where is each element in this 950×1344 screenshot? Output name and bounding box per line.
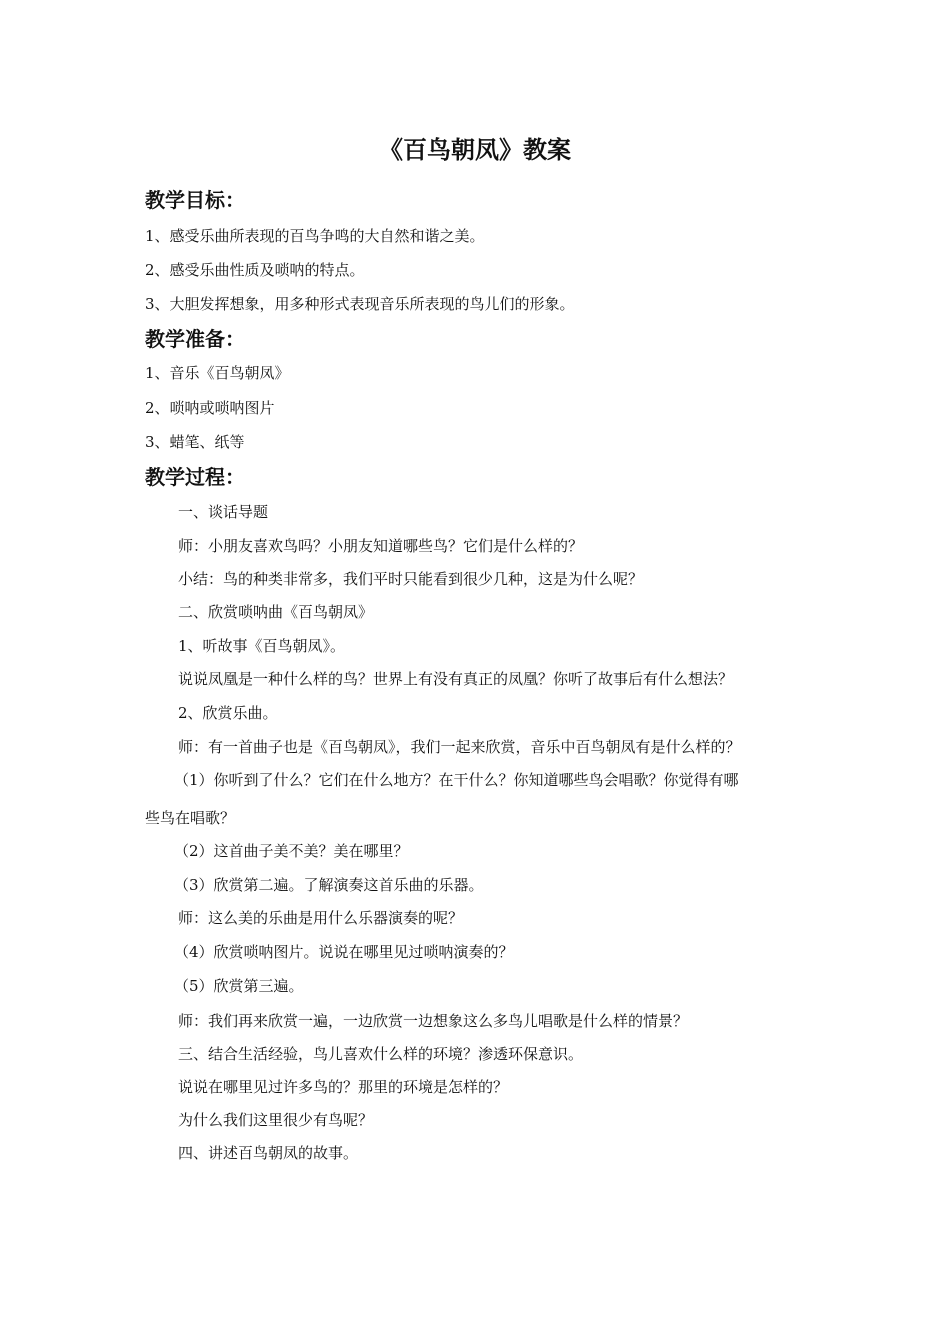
process-line-17: 三、结合生活经验，鸟儿喜欢什么样的环境？渗透环保意识。 xyxy=(178,1045,584,1063)
document-title: 《百鸟朝凤》教案 xyxy=(379,135,571,164)
prep-item-3: 3、蜡笔、纸等 xyxy=(145,433,245,451)
heading-teaching-goals: 教学目标： xyxy=(145,188,245,212)
process-line-6: 说说凤凰是一种什么样的鸟？世界上有没有真正的凤凰？你听了故事后有什么想法？ xyxy=(178,670,734,688)
process-line-8: 师：有一首曲子也是《百鸟朝凤》，我们一起来欣赏，音乐中百鸟朝凤有是什么样的？ xyxy=(178,738,741,756)
process-line-2: 师：小朋友喜欢鸟吗？小朋友知道哪些鸟？它们是什么样的？ xyxy=(178,537,584,555)
process-line-20: 四、讲述百鸟朝凤的故事。 xyxy=(178,1144,359,1162)
prep-item-1: 1、音乐《百鸟朝凤》 xyxy=(145,364,290,382)
process-line-11: （2）这首曲子美不美？美在哪里？ xyxy=(174,842,409,860)
process-line-13: 师：这么美的乐曲是用什么乐器演奏的呢？ xyxy=(178,909,464,927)
process-line-1: 一、谈话导题 xyxy=(178,503,269,521)
heading-teaching-process: 教学过程： xyxy=(145,465,245,489)
process-line-3: 小结：鸟的种类非常多，我们平时只能看到很少几种，这是为什么呢？ xyxy=(178,570,644,588)
goal-item-3: 3、大胆发挥想象，用多种形式表现音乐所表现的鸟儿们的形象。 xyxy=(145,295,575,313)
process-line-4: 二、欣赏唢呐曲《百鸟朝凤》 xyxy=(178,603,374,621)
process-line-9: （1）你听到了什么？它们在什么地方？在干什么？你知道哪些鸟会唱歌？你觉得有哪 xyxy=(174,771,739,789)
prep-item-2: 2、唢呐或唢呐图片 xyxy=(145,399,275,417)
goal-item-1: 1、感受乐曲所表现的百鸟争鸣的大自然和谐之美。 xyxy=(145,227,485,245)
process-line-10: 些鸟在唱歌？ xyxy=(145,809,236,827)
process-line-15: （5）欣赏第三遍。 xyxy=(174,977,304,995)
process-line-5: 1、听故事《百鸟朝凤》。 xyxy=(178,637,346,655)
process-line-7: 2、欣赏乐曲。 xyxy=(178,704,278,722)
heading-teaching-prep: 教学准备： xyxy=(145,327,245,351)
process-line-14: （4）欣赏唢呐图片。说说在哪里见过唢呐演奏的？ xyxy=(174,943,514,961)
goal-item-2: 2、感受乐曲性质及唢呐的特点。 xyxy=(145,261,365,279)
process-line-18: 说说在哪里见过许多鸟的？那里的环境是怎样的？ xyxy=(178,1078,509,1096)
process-line-16: 师：我们再来欣赏一遍，一边欣赏一边想象这么多鸟儿唱歌是什么样的情景？ xyxy=(178,1012,689,1030)
process-line-19: 为什么我们这里很少有鸟呢？ xyxy=(178,1111,374,1129)
process-line-12: （3）欣赏第二遍。了解演奏这首乐曲的乐器。 xyxy=(174,876,484,894)
